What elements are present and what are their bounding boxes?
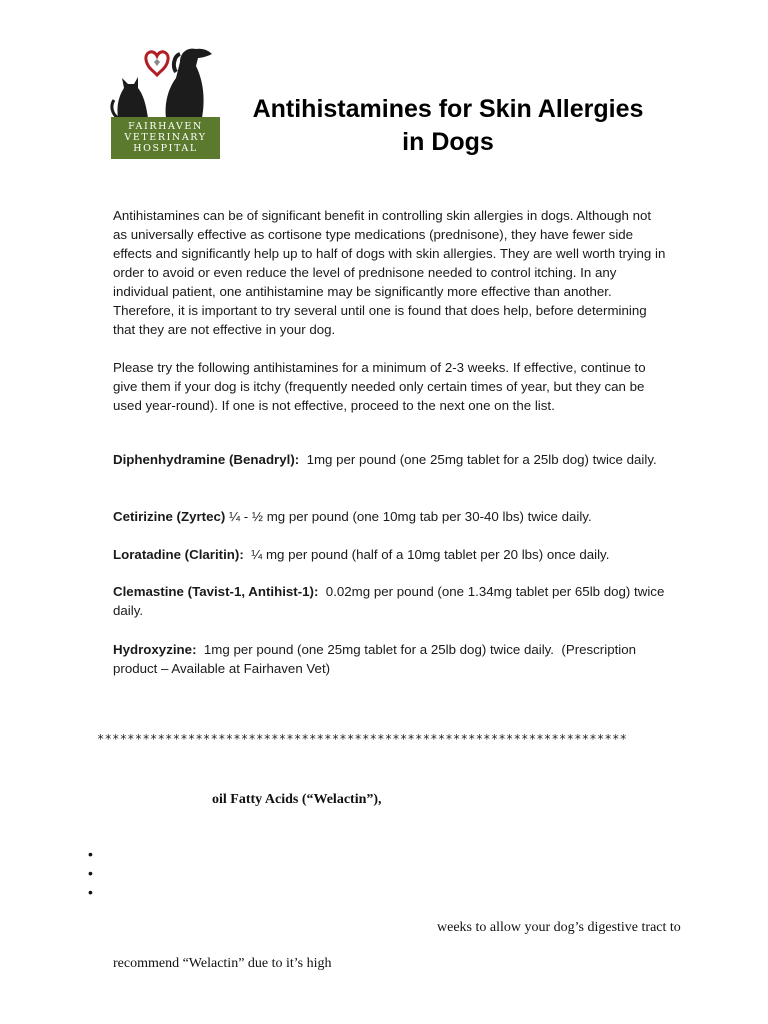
logo-line-3: HOSPITAL [133,143,198,154]
drug-item [113,450,668,469]
drug-dose: ¼ - ½ mg per pound (one 10mg tab per 30-40 lbs) twice daily. [225,509,592,524]
omega-heading-fragment: oil Fatty Acids (“Welactin”), [212,792,382,807]
bullet-point: • [88,865,93,881]
title-line-2: in Dogs [402,128,494,156]
weeks-fragment: weeks to allow your dog’s digestive tract to [437,920,681,935]
drug-item [113,545,668,564]
drug-dose: 1mg per pound (one 25mg tablet for a 25lb dog) twice daily. [299,452,657,467]
drug-dose: 0.02mg per pound (one 1.34mg tablet per 65lb dog) twice daily. [113,584,669,618]
dog-cat-heart-icon [110,44,222,120]
star-separator: ********************************************************************** [97,732,628,746]
drug-name: Loratadine (Claritin): [113,547,244,562]
drug-name: Clemastine (Tavist-1, Antihist-1): [113,584,319,599]
drug-item [113,640,668,678]
bullet-point: • [88,884,93,900]
drug-name: Hydroxyzine: [113,642,197,657]
logo-plate [111,117,220,159]
logo-line-1: FAIRHAVEN [128,121,203,132]
drug-dose: ¼ mg per pound (half of a 10mg tablet per 20 lbs) once daily. [243,547,610,562]
page-title [236,93,660,159]
instructions-paragraph: Please try the following antihistamines for a minimum of 2-3 weeks. If effective, continue to give them if your dog is itchy (frequently needed only certain times of year, but they can be used year-round). If one is not effective, proceed to the next one on the list. [113,360,646,413]
drug-name: Diphenhydramine (Benadryl): [113,452,300,467]
title-line-1: Antihistamines for Skin Allergies [252,95,644,123]
hospital-logo [110,44,222,160]
intro-paragraph: Antihistamines can be of significant benefit in controlling skin allergies in dogs. Although not as universally effective as cortisone type medications (prednisone), they have fewer side effects and significantly help up to half of dogs with skin allergies. They are well worth trying in order to avoid or even reduce the level of prednisone needed to control itching. In any individual patient, one antihistamine may be significantly more effective than another. Therefore, it is important to try several until one is found that does help, before determining that they are not effective in your dog. [113,208,666,337]
logo-line-2: VETERINARY [124,132,207,143]
drug-item [113,507,668,526]
drug-name: Cetirizine (Zyrtec) [113,509,226,524]
recommend-fragment: recommend “Welactin” due to it’s high [113,956,332,971]
drug-dose: 1mg per pound (one 25mg tablet for a 25lb dog) twice daily. (Prescription product – Available at Fairhaven Vet) [113,642,640,676]
drug-item [113,582,668,620]
bullet-point: • [88,846,93,862]
